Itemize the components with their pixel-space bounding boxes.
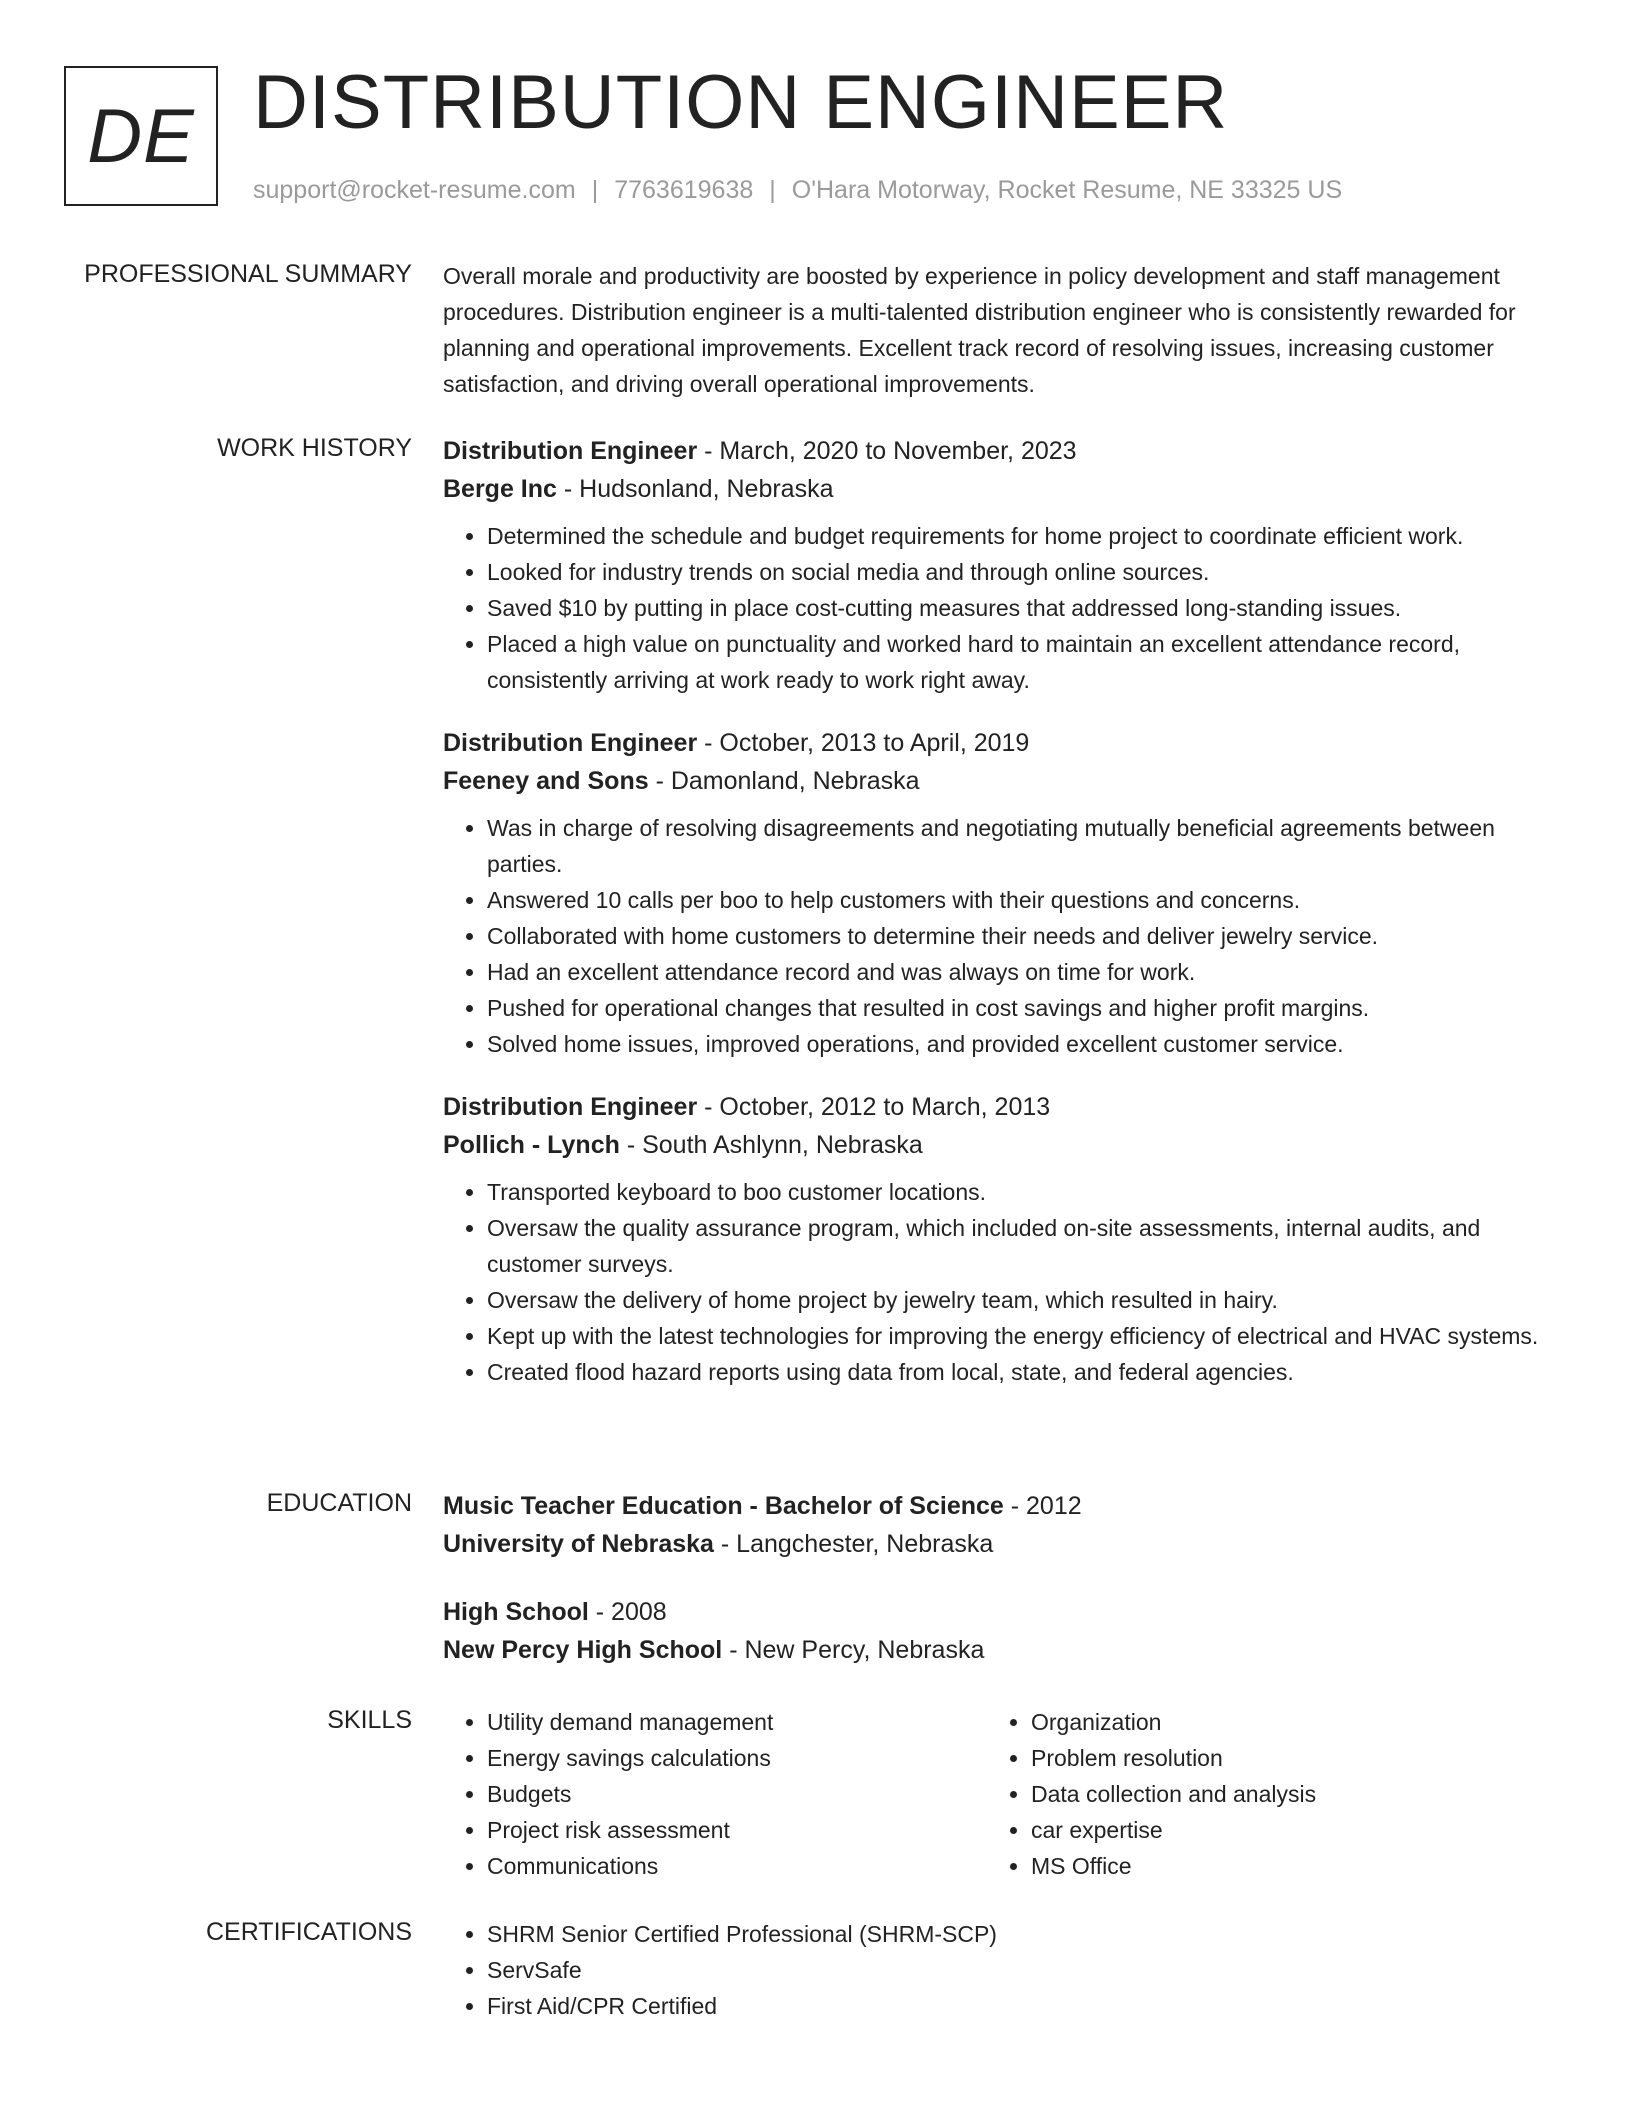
education-school: New Percy High School [443, 1636, 723, 1664]
job-title: Distribution Engineer [443, 1093, 698, 1121]
education-degree-line [443, 1593, 1563, 1631]
candidate-name: DISTRIBUTION ENGINEER [253, 60, 1229, 145]
education-school-line [443, 1631, 1563, 1669]
work-history-body [443, 432, 1563, 1390]
education-degree: Music Teacher Education - Bachelor of Science [443, 1492, 1004, 1520]
job-bullets [443, 518, 1563, 698]
job-company-line [443, 470, 1563, 508]
contact-phone[interactable]: 7763619638 [614, 176, 754, 204]
job-bullets [443, 810, 1563, 1062]
job-entry [443, 432, 1563, 698]
skills-column-1 [443, 1704, 987, 1884]
education-body [443, 1487, 1563, 1669]
skill-item: • Communications [487, 1848, 987, 1884]
skill-item: • car expertise [1031, 1812, 1531, 1848]
education-location: - Langchester, Nebraska [713, 1530, 994, 1558]
job-company-line [443, 762, 1563, 800]
contact-address: O'Hara Motorway, Rocket Resume, NE 33325 US [791, 176, 1343, 204]
job-location: - South Ashlynn, Nebraska [619, 1131, 923, 1159]
education-year: - 2008 [588, 1598, 667, 1626]
skills-column-2 [987, 1704, 1531, 1884]
job-bullet: • Answered 10 calls per boo to help customers with their questions and concerns. [487, 882, 1563, 918]
job-bullet: • Looked for industry trends on social media and through online sources. [487, 554, 1563, 590]
job-title: Distribution Engineer [443, 729, 698, 757]
certifications-list [443, 1916, 1563, 2024]
skill-item: • Utility demand management [487, 1704, 987, 1740]
job-bullet: • Solved home issues, improved operations, and provided excellent customer service. [487, 1026, 1563, 1062]
section-label-work: WORK HISTORY [217, 434, 412, 462]
certification-item: • First Aid/CPR Certified [487, 1988, 1563, 2024]
job-bullets [443, 1174, 1563, 1390]
job-bullet: • Had an excellent attendance record and was always on time for work. [487, 954, 1563, 990]
skill-item: • Problem resolution [1031, 1740, 1531, 1776]
skill-item: • Project risk assessment [487, 1812, 987, 1848]
skill-item: • Data collection and analysis [1031, 1776, 1531, 1812]
job-company: Feeney and Sons [443, 767, 649, 795]
job-title-line [443, 724, 1563, 762]
contact-email[interactable]: support@rocket-resume.com [253, 176, 576, 204]
section-label-summary: PROFESSIONAL SUMMARY [84, 260, 412, 288]
monogram-text: DE [87, 93, 195, 179]
job-dates: - October, 2013 to April, 2019 [697, 729, 1030, 757]
job-location: - Hudsonland, Nebraska [556, 475, 834, 503]
job-bullet: • Determined the schedule and budget requirements for home project to coordinate efficient work. [487, 518, 1563, 554]
skill-item: • MS Office [1031, 1848, 1531, 1884]
job-location: - Damonland, Nebraska [648, 767, 920, 795]
contact-separator: | [769, 176, 776, 204]
section-label-education: EDUCATION [266, 1489, 412, 1517]
job-title-line [443, 1088, 1563, 1126]
certification-item: • SHRM Senior Certified Professional (SHRM-SCP) [487, 1916, 1563, 1952]
job-bullet: • Collaborated with home customers to determine their needs and deliver jewelry service. [487, 918, 1563, 954]
job-company: Pollich - Lynch [443, 1131, 620, 1159]
education-entry [443, 1593, 1563, 1669]
job-bullet: • Kept up with the latest technologies for improving the energy efficiency of electrical and HVAC systems. [487, 1318, 1563, 1354]
education-degree: High School [443, 1598, 589, 1626]
job-dates: - October, 2012 to March, 2013 [697, 1093, 1051, 1121]
certifications-body [443, 1916, 1563, 2024]
job-bullet: • Saved $10 by putting in place cost-cutting measures that addressed long-standing issues. [487, 590, 1563, 626]
job-bullet: • Oversaw the delivery of home project by jewelry team, which resulted in hairy. [487, 1282, 1563, 1318]
contact-separator: | [591, 176, 599, 204]
education-year: - 2012 [1003, 1492, 1082, 1520]
job-bullet: • Transported keyboard to boo customer locations. [487, 1174, 1563, 1210]
job-title: Distribution Engineer [443, 437, 698, 465]
education-location: - New Percy, Nebraska [722, 1636, 985, 1664]
education-entry [443, 1487, 1563, 1563]
job-company: Berge Inc [443, 475, 557, 503]
monogram-badge [64, 66, 218, 206]
education-school-line [443, 1525, 1563, 1563]
section-label-skills: SKILLS [327, 1706, 412, 1734]
job-bullet: • Was in charge of resolving disagreements and negotiating mutually beneficial agreements between parties. [487, 810, 1563, 882]
job-dates: - March, 2020 to November, 2023 [697, 437, 1077, 465]
section-label-certifications: CERTIFICATIONS [205, 1918, 412, 1946]
summary-text: Overall morale and productivity are boosted by experience in policy development and staff management procedures. Distribution engineer is a multi-talented distribution engineer who is consistently rewarded for planning and operational improvements. Excellent track record of resolving issues, increasing customer satisfaction, and driving overall operational improvements. [443, 263, 1516, 397]
job-bullet: • Pushed for operational changes that resulted in cost savings and higher profit margins. [487, 990, 1563, 1026]
job-bullet: • Placed a high value on punctuality and worked hard to maintain an excellent attendance record, consistently arriving at work ready to work right away. [487, 626, 1563, 698]
job-company-line [443, 1126, 1563, 1164]
job-title-line [443, 432, 1563, 470]
job-entry [443, 1088, 1563, 1390]
skill-item: • Budgets [487, 1776, 987, 1812]
skills-body [443, 1704, 1563, 1884]
contact-line [253, 174, 1342, 206]
certification-item: • ServSafe [487, 1952, 1563, 1988]
job-entry [443, 724, 1563, 1062]
education-school: University of Nebraska [443, 1530, 714, 1558]
skill-item: • Energy savings calculations [487, 1740, 987, 1776]
job-bullet: • Oversaw the quality assurance program, which included on-site assessments, internal audits, and customer surveys. [487, 1210, 1563, 1282]
job-bullet: • Created flood hazard reports using data from local, state, and federal agencies. [487, 1354, 1563, 1390]
education-degree-line [443, 1487, 1563, 1525]
skill-item: • Organization [1031, 1704, 1531, 1740]
summary-body [443, 258, 1563, 402]
